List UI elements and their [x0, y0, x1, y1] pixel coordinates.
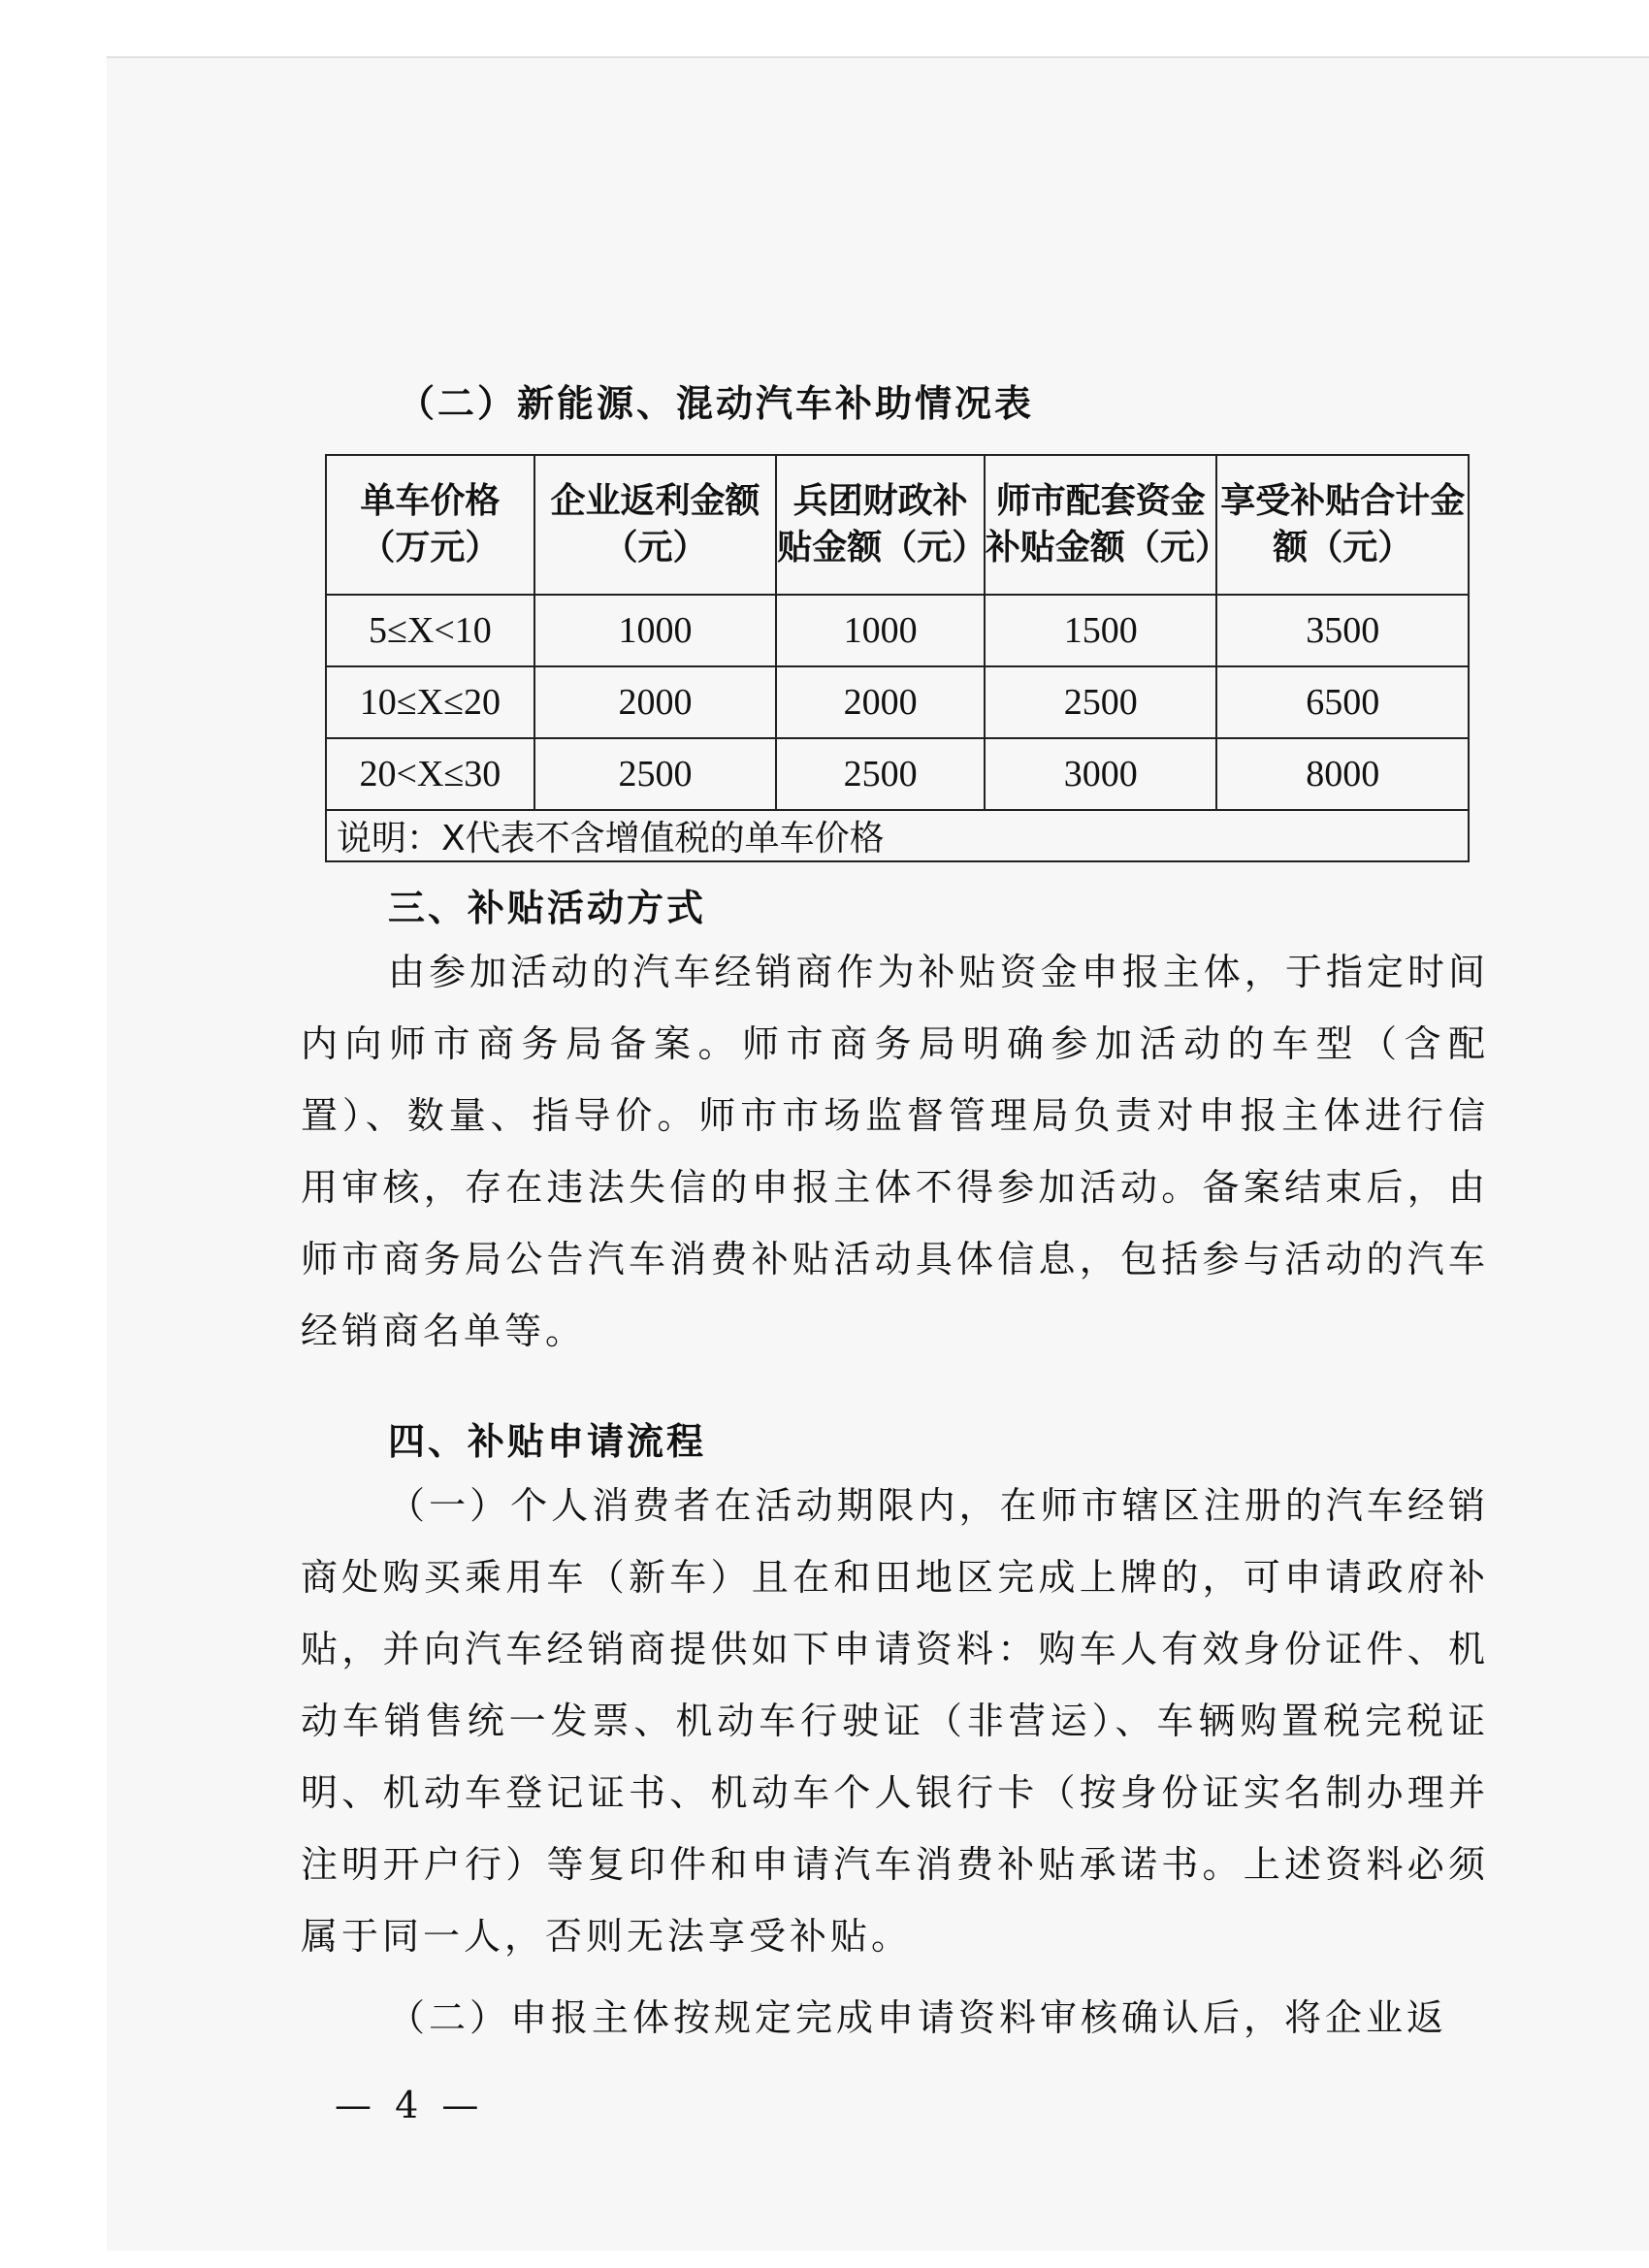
table-row [326, 595, 1469, 666]
table-cell: 2500 [985, 666, 1217, 738]
table-row [326, 666, 1469, 738]
table-cell: 2000 [776, 666, 985, 738]
header-bingtuan-subsidy: 兵团财政补贴金额（元） [776, 455, 985, 595]
page-number: — 4 — [335, 2084, 485, 2126]
table-cell: 1000 [534, 595, 777, 666]
table-cell: 1000 [776, 595, 985, 666]
section-4-paragraph-2 [301, 1982, 1489, 2054]
header-price: 单车价格（万元） [326, 455, 534, 595]
section-3-heading: 三、补贴活动方式 [388, 886, 707, 929]
table-cell: 2500 [534, 738, 777, 810]
table-cell: 1500 [985, 595, 1217, 666]
table-cell: 6500 [1216, 666, 1469, 738]
table-cell: 5≤X<10 [326, 595, 534, 666]
table-cell: 20<X≤30 [326, 738, 534, 810]
table-note: 说明：X代表不含增值税的单车价格 [326, 810, 1469, 861]
section-3-paragraph [301, 936, 1489, 1367]
section-3-paragraph-text: 由参加活动的汽车经销商作为补贴资金申报主体，于指定时间内向师市商务局备案。师市商务局明确参加活动的车型（含配置）、数量、指导价。师市市场监督管理局负责对申报主体进行信用审核，存在违法失信的申报主体不得参加活动。备案结束后，由师市商务局公告汽车消费补贴活动具体信息，包括参与活动的汽车经销商名单等。 [301, 951, 1489, 1352]
section-4-heading: 四、补贴申请流程 [388, 1419, 707, 1463]
header-rebate: 企业返利金额（元） [534, 455, 777, 595]
section-4-paragraph-1-text: （一）个人消费者在活动期限内，在师市辖区注册的汽车经销商处购买乘用车（新车）且在和田地区完成上牌的，可申请政府补贴，并向汽车经销商提供如下申请资料：购车人有效身份证件、机动车销售统一发票、机动车行驶证（非营运）、车辆购置税完税证明、机动车登记证书、机动车个人银行卡（按身份证实名制办理并注明开户行）等复印件和申请汽车消费补贴承诺书。上述资料必须属于同一人，否则无法享受补贴。 [301, 1484, 1489, 1958]
header-city-subsidy: 师市配套资金补贴金额（元） [985, 455, 1217, 595]
section-4-paragraph-1 [301, 1470, 1489, 1972]
table-caption: （二）新能源、混动汽车补助情况表 [398, 381, 1035, 425]
table-cell: 3000 [985, 738, 1217, 810]
table-note-row [326, 810, 1469, 861]
header-total: 享受补贴合计金额（元） [1216, 455, 1469, 595]
table-cell: 2000 [534, 666, 777, 738]
table-cell: 3500 [1216, 595, 1469, 666]
table-cell: 10≤X≤20 [326, 666, 534, 738]
table-cell: 2500 [776, 738, 985, 810]
subsidy-table [325, 454, 1470, 862]
section-4-paragraph-2-text: （二）申报主体按规定完成申请资料审核确认后，将企业返 [388, 1996, 1448, 2039]
table-cell: 8000 [1216, 738, 1469, 810]
table-header-row [326, 455, 1469, 595]
table-row [326, 738, 1469, 810]
